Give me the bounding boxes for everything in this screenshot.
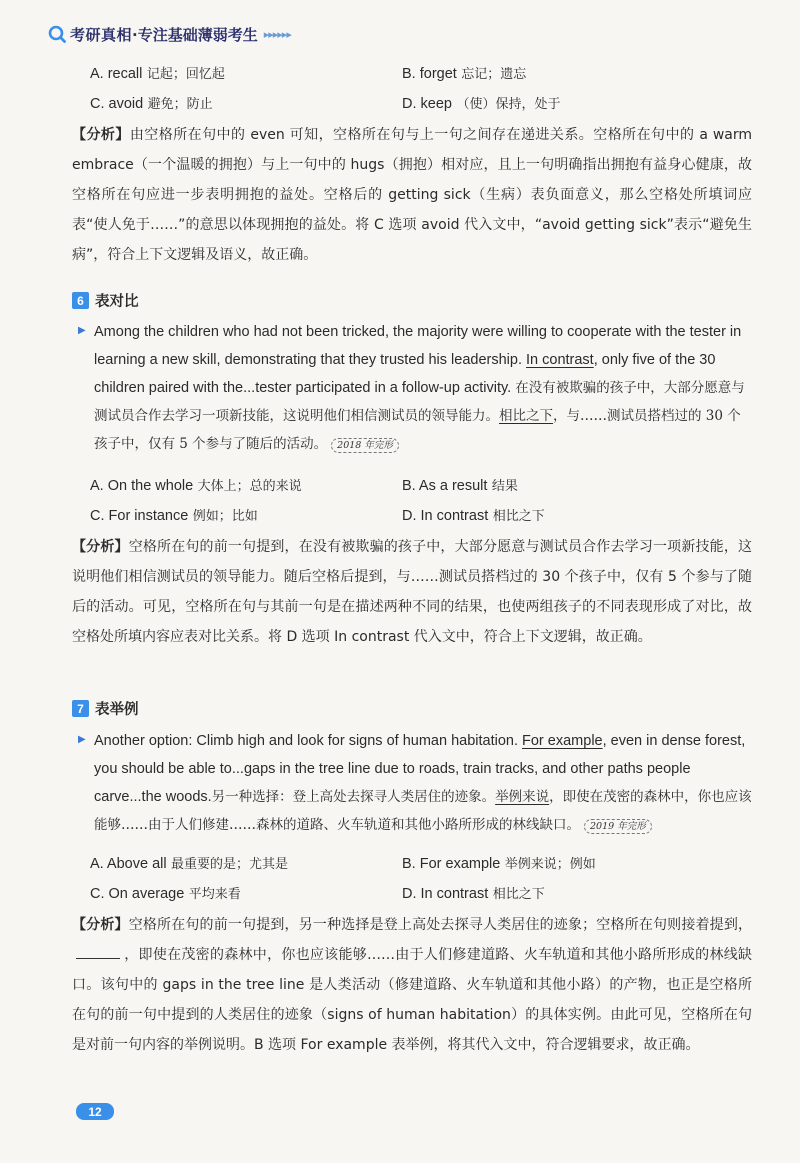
sec7-option-b: B. For example 举例来说；例如 <box>402 856 596 872</box>
q5-option-c: C. avoid 避免；防止 <box>90 96 213 112</box>
sec6-option-c: C. For instance 例如；比如 <box>90 508 258 524</box>
sec6-option-a: A. On the whole 大体上；总的来说 <box>90 478 302 494</box>
section-7-number: 7 <box>72 700 89 717</box>
section-6-example: Among the children who had not been tricked, the majority were willing to cooperate with the tester in learning a new skill, demonstrating that they trusted his leadership. In contrast, only five of the 30 children paired with the...tester participated in a follow-up activity. 在没有被欺骗的孩子中，大部分愿意与测试员合作去学习一项新技能，这说明他们相信测试员的领导能力。相比之下，与……测试员搭档过的 30 个孩子中，仅有 5 个参与了随后的活动。 2018 年完形 <box>94 324 745 452</box>
sec7-option-d: D. In contrast 相比之下 <box>402 886 545 902</box>
arrows-decoration: ▸▸▸▸▸▸ <box>263 27 291 41</box>
q5-analysis: 【分析】由空格所在句中的 even 可知，空格所在句与上一句之间存在递进关系。空格所在句中的 a warm embrace（一个温暖的拥抱）与上一句中的 hugs（拥抱）相对应，且上一句明确指出拥抱有益身心健康，故空格所在句应进一步表明拥抱的益处。空格后的 getting sick（生病）表负面意义，那么空格处所填词应表“使人免于……”的意思以体现拥抱的益处。将 C 选项 avoid 代入文中，“avoid getting sick”表示“避免生病”，符合上下文逻辑及语义，故正确。 <box>72 127 752 263</box>
brand-name: 考研真相 <box>70 25 133 44</box>
page-number: 12 <box>76 1103 114 1120</box>
sec6-analysis: 【分析】空格所在句的前一句提到，在没有被欺骗的孩子中，大部分愿意与测试员合作去学习一项新技能，这说明他们相信测试员的领导能力。随后空格后提到，与……测试员搭档过的 30 个孩子中，仅有 5 个参与了随后的活动。可见，空格所在句与其前一句是在描述两种不同的结果，也使两组孩子的不同表现形成了对比，故空格处所填内容应表对比关系。将 D 选项 In contrast 代入文中，符合上下文逻辑，故正确。 <box>72 539 753 645</box>
sec7-analysis: 【分析】空格所在句的前一句提到，另一种选择是登上高处去探寻人类居住的迹象；空格所在句则接着提到，，即使在茂密的森林中，你也应该能够……由于人们修建道路、火车轨道和其他小路所形成的林线缺口。该句中的 gaps in the tree line 是人类活动（修建道路、火车轨道和其他小路）的产物，也正是空格所在句的前一句中提到的人类居住的迹象（signs of human habitation）的具体实例。由此可见，空格所在句是对前一句内容的举例说明。B 选项 For example 表举例，将其代入文中，符合逻辑要求，故正确。 <box>72 917 753 1053</box>
triangle-bullet-icon: ▶ <box>78 325 86 336</box>
section-6-number: 6 <box>72 292 89 309</box>
magnifier-logo-icon <box>48 25 66 43</box>
section-7-heading <box>72 698 139 719</box>
section-7-example: Another option: Climb high and look for signs of human habitation. For example, even in dense forest, you should be able to...gaps in the tree line due to roads, train tracks, and other paths people carve...the woods.另一种选择：登上高处去探寻人类居住的迹象。举例来说，即使在茂密的森林中，你也应该能够……由于人们修建……森林的道路、火车轨道和其他小路所形成的林线缺口。 2019 年完形 <box>94 733 752 833</box>
sec6-option-b: B. As a result 结果 <box>402 478 518 494</box>
answer-blank <box>76 944 120 959</box>
sec7-option-c: C. On average 平均来看 <box>90 886 241 902</box>
source-tag: 2019 年完形 <box>584 819 652 834</box>
q5-option-b: B. forget 忘记；遗忘 <box>402 66 527 82</box>
source-tag: 2018 年完形 <box>331 438 399 453</box>
brand-slogan: ·专注基础薄弱考生 <box>132 25 258 44</box>
sec6-option-d: D. In contrast 相比之下 <box>402 508 545 524</box>
page-header <box>48 22 291 46</box>
section-6-title: 表对比 <box>95 294 139 310</box>
sec7-option-a: A. Above all 最重要的是；尤其是 <box>90 856 289 872</box>
q5-option-a: A. recall 记起；回忆起 <box>90 66 225 82</box>
section-7-title: 表举例 <box>95 702 139 718</box>
q5-option-d: D. keep （使）保持，处于 <box>402 96 561 112</box>
section-6-heading <box>72 290 139 311</box>
triangle-bullet-icon: ▶ <box>78 734 86 745</box>
